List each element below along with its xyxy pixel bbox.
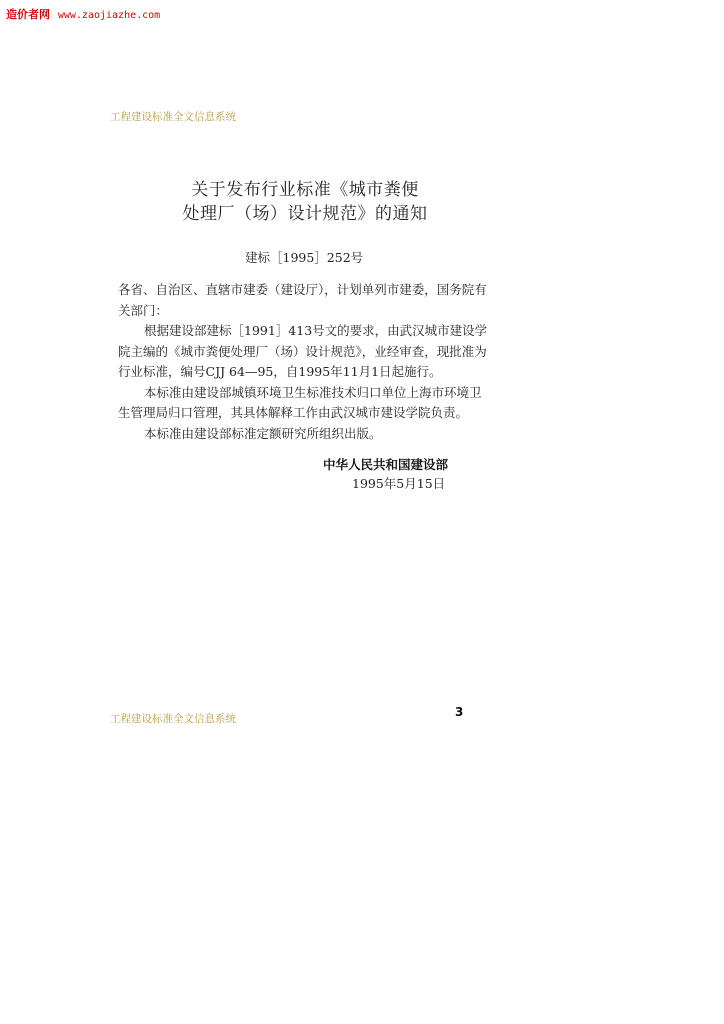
paragraph-3: 本标准由建设部标准定额研究所组织出版。 <box>144 425 382 441</box>
document-body <box>118 280 490 444</box>
salutation: 各省、自治区、直辖市建委（建设厅），计划单列市建委，国务院有关部门： <box>118 282 487 318</box>
paragraph-2: 本标准由建设部城镇环境卫生标准技术归口单位上海市环境卫生管理局归口管理，其具体解释工作由武汉城市建设学院负责。 <box>118 384 482 420</box>
watermark-top: 工程建设标准全文信息系统 <box>110 111 236 123</box>
document-title <box>170 178 440 226</box>
site-url-link[interactable]: www.zaojiazhe.com <box>57 10 161 21</box>
paragraph-1: 根据建设部建标［1991］413号文的要求，由武汉城市建设学院主编的《城市粪便处理厂（场）设计规范》，业经审查，现批准为行业标准，编号CJJ 64—95，自1995年11月1日起施行。 <box>118 323 488 379</box>
page-number: 3 <box>455 705 464 719</box>
issue-date: 1995年5月15日 <box>352 476 446 491</box>
site-name: 造价者网 <box>6 8 50 21</box>
watermark-bottom: 工程建设标准全文信息系统 <box>110 713 236 725</box>
site-header <box>6 6 160 22</box>
title-line-1: 关于发布行业标准《城市粪便 <box>191 180 419 200</box>
document-number: 建标［1995］252号 <box>245 250 364 265</box>
issuer-signature: 中华人民共和国建设部 <box>323 457 449 472</box>
title-line-2: 处理厂（场）设计规范》的通知 <box>182 204 428 224</box>
